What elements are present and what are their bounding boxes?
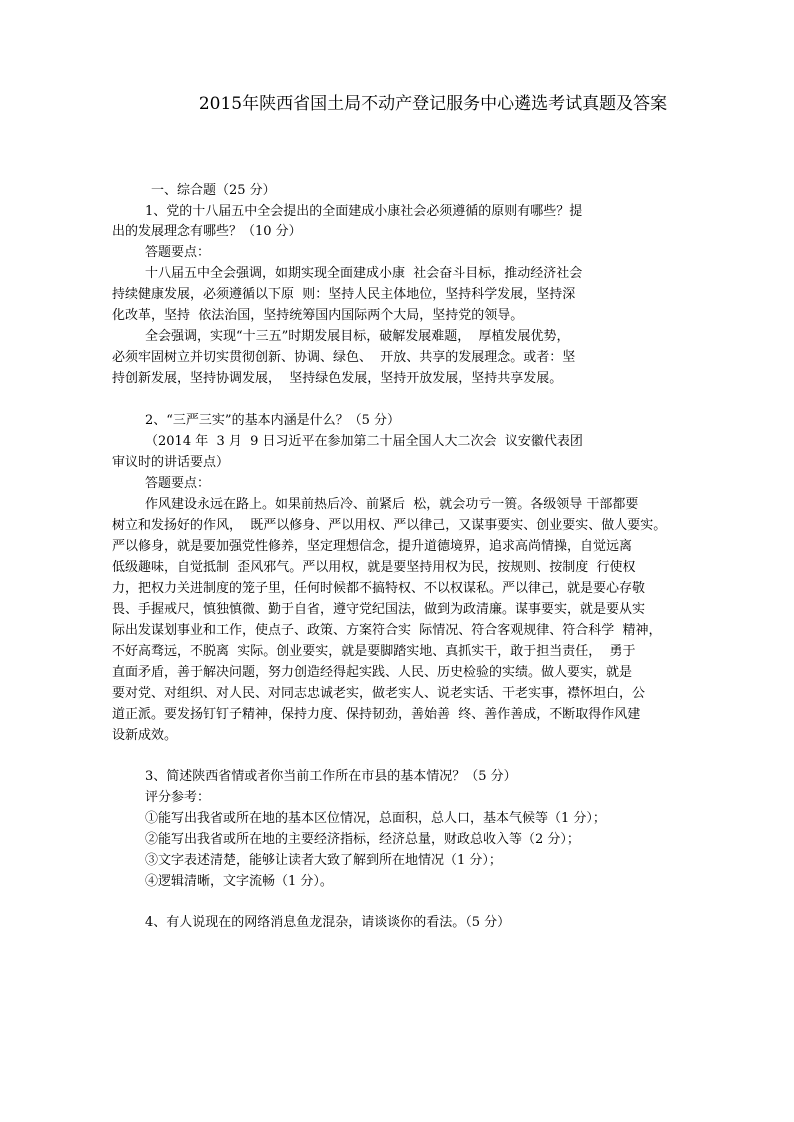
question-1-answer-line: 持续健康发展，必须遵循以下原 则：坚持人民主体地位，坚持科学发展，坚持深 xyxy=(112,287,576,302)
document-title: 2015年陕西省国土局不动产登记服务中心遴选考试真题及答案 xyxy=(198,94,668,114)
question-2-source-line-1: （2014 年 3 月 9 日习近平在参加第二十届全国人大二次会 议安徽代表团 xyxy=(145,434,583,449)
question-2-answer-line: 树立和发扬好的作风， 既严以修身、严以用权、严以律己，又谋事要实、创业要实、做人要实。 xyxy=(112,518,667,533)
question-2-answer-line: 严以修身，就是要加强党性修养，坚定理想信念，提升道德境界，追求高尚情操，自觉远离 xyxy=(112,539,633,554)
question-1-line-1: 1、党的十八届五中全会提出的全面建成小康社会必须遵循的原则有哪些？提 xyxy=(145,204,583,219)
question-2-answer-line: 要对党、对组织、对人民、对同志忠诚老实，做老实人、说老实话、干老实事，襟怀坦白，公 xyxy=(112,686,646,701)
question-2-answer-line: 作风建设永远在路上。如果前热后冷、前紧后 松，就会功亏一篑。各级领导 干部都要 xyxy=(145,497,639,512)
question-2-answer-line: 畏、手握戒尺，慎独慎微、勤于自省，遵守党纪国法，做到为政清廉。谋事要实，就是要从实 xyxy=(112,602,646,617)
question-3-answer-line: ③文字表述清楚，能够让读者大致了解到所在地情况（1 分）； xyxy=(145,853,502,868)
question-2-answer-line: 低级趣味，自觉抵制 歪风邪气。严以用权，就是要坚持用权为民，按规则、按制度 行使权 xyxy=(112,560,636,575)
question-2-answer-line: 际出发谋划事业和工作，使点子、政策、方案符合实 际情况、符合客观规律、符合科学 精神， xyxy=(112,623,662,638)
question-2-answer-line: 直面矛盾，善于解决问题，努力创造经得起实践、人民、历史检验的实绩。做人要实，就是 xyxy=(112,665,633,680)
question-3-answer-line: ①能写出我省或所在地的基本区位情况，总面积，总人口，基本气候等（1 分）； xyxy=(145,811,606,826)
question-3-answer-line: ④逻辑清晰，文字流畅（1 分）。 xyxy=(145,874,333,889)
question-2-answer-label: 答题要点： xyxy=(145,476,211,491)
question-1-line-2: 出的发展理念有哪些？（10 分） xyxy=(112,224,302,239)
question-1-answer-line: 持创新发展，坚持协调发展， 坚持绿色发展，坚持开放发展，坚持共享发展。 xyxy=(112,371,563,386)
question-1-answer-line: 十八届五中全会强调，如期实现全面建成小康 社会奋斗目标，推动经济社会 xyxy=(145,266,583,281)
question-2-answer-line: 不好高骛远，不脱离 实际。创业要实，就是要脚踏实地、真抓实干，敢于担当责任， 勇于 xyxy=(112,644,636,659)
question-2-answer-line: 力，把权力关进制度的笼子里，任何时候都不搞特权、不以权谋私。严以律己，就是要心存敬 xyxy=(112,581,646,596)
question-2-answer-line: 道正派。要发扬钉钉子精神，保持力度、保持韧劲，善始善 终、善作善成，不断取得作风建 xyxy=(112,707,641,722)
question-3-answer-label: 评分参考： xyxy=(145,790,211,805)
question-1-answer-label: 答题要点： xyxy=(145,245,211,260)
question-1-answer-line: 化改革，坚持 依法治国，坚持统筹国内国际两个大局，坚持党的领导。 xyxy=(112,308,524,323)
question-3: 3、简述陕西省情或者你当前工作所在市县的基本情况？（5 分） xyxy=(145,769,517,784)
question-1-answer-line: 必须牢固树立并切实贯彻创新、协调、绿色、 开放、共享的发展理念。或者：坚 xyxy=(112,350,576,365)
question-2: 2、“三严三实”的基本内涵是什么？（5 分） xyxy=(145,413,400,428)
question-2-source-line-2: 审议时的讲话要点） xyxy=(112,455,230,470)
question-3-answer-line: ②能写出我省或所在地的主要经济指标，经济总量，财政总收入等（2 分）； xyxy=(145,832,580,847)
question-1-answer-line: 全会强调，实现“十三五”时期发展目标，破解发展难题， 厚植发展优势， xyxy=(145,329,570,344)
question-2-answer-line: 设新成效。 xyxy=(112,728,178,743)
section-heading: 一、综合题（25 分） xyxy=(151,183,276,198)
question-4: 4、有人说现在的网络消息鱼龙混杂，请谈谈你的看法。（5 分） xyxy=(145,915,511,930)
